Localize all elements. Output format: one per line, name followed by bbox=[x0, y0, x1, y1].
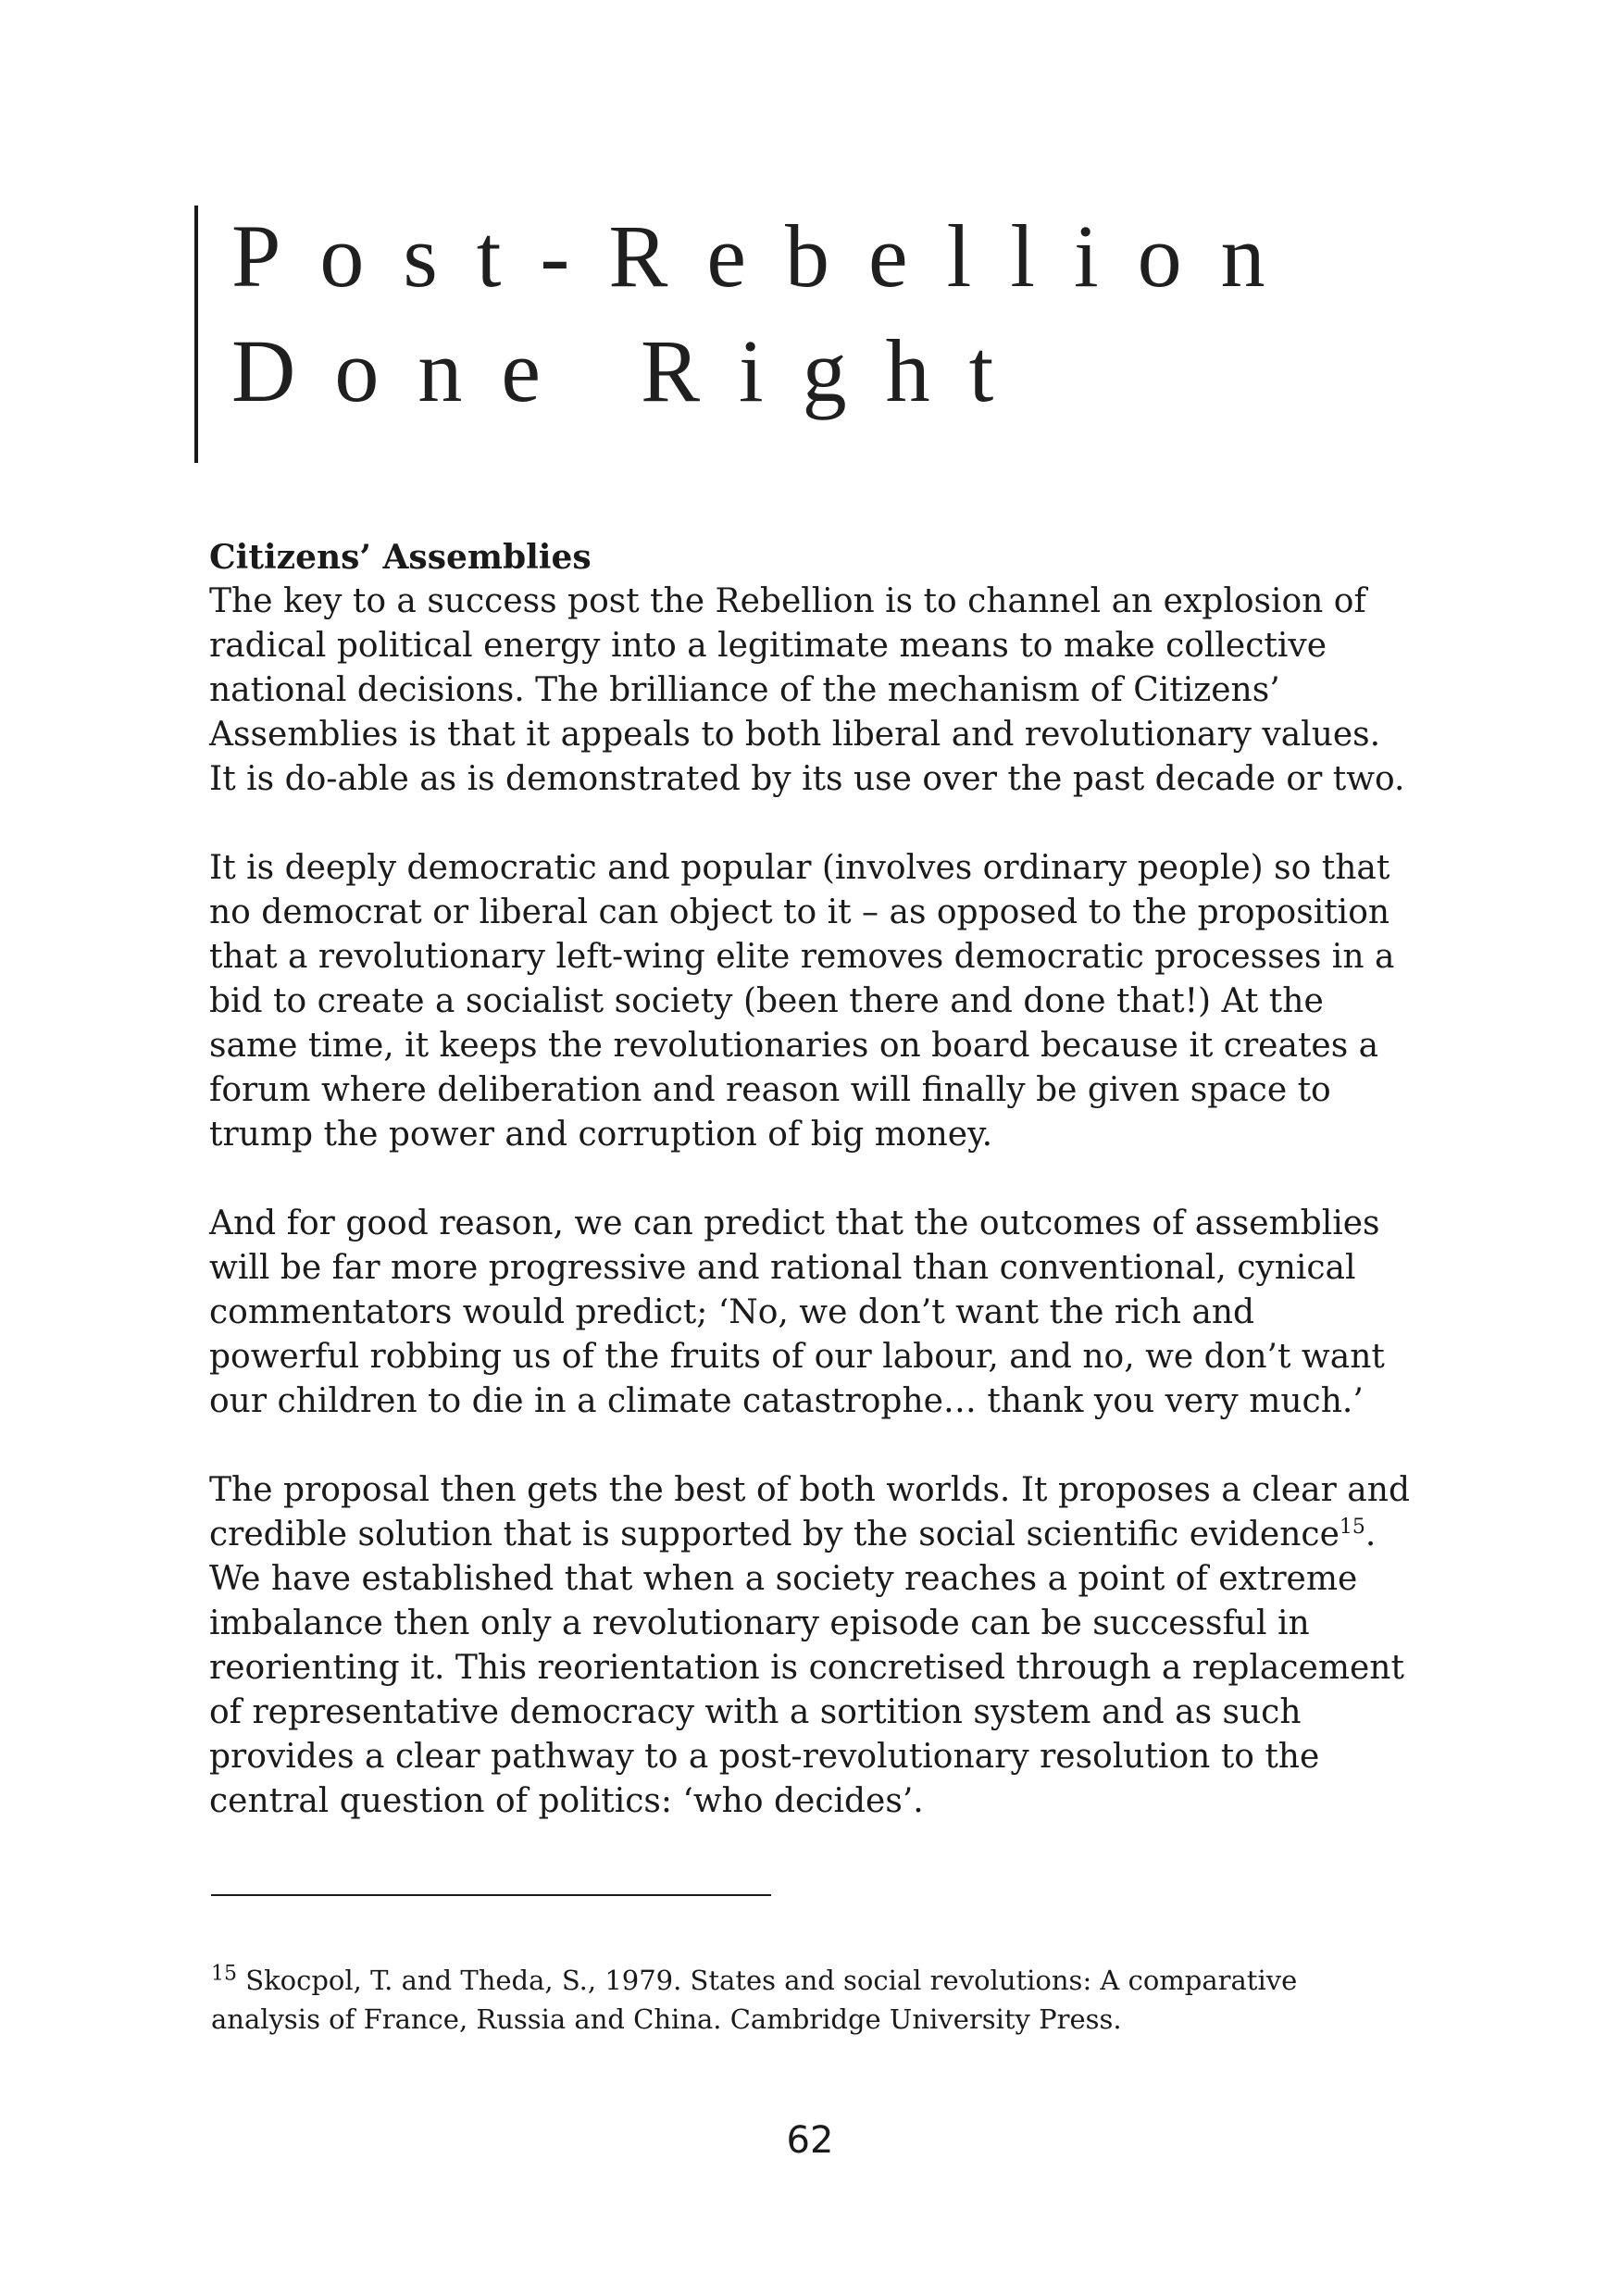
paragraph-line: The proposal then gets the best of both worlds. It proposes a clear and bbox=[209, 1471, 1410, 1509]
chapter-title-line-2: Done Right bbox=[231, 321, 1033, 420]
page-number: 62 bbox=[786, 2119, 834, 2162]
paragraph-line: Assemblies is that it appeals to both liberal and revolutionary values. bbox=[209, 716, 1381, 754]
body-text bbox=[209, 535, 1450, 1868]
footnote-line: analysis of France, Russia and China. Cambridge University Press. bbox=[211, 2003, 1122, 2035]
paragraph-line: trump the power and corruption of big money. bbox=[209, 1116, 993, 1154]
paragraph-line: commentators would predict; ‘No, we don’t want the rich and bbox=[209, 1293, 1255, 1331]
paragraph-line: national decisions. The brilliance of the mechanism of Citizens’ bbox=[209, 671, 1280, 709]
paragraph-line: radical political energy into a legitimate means to make collective bbox=[209, 627, 1327, 665]
paragraph-line: The key to a success post the Rebellion is to channel an explosion of bbox=[209, 582, 1366, 620]
footnote-text: Skocpol, T. and Theda, S., 1979. States and social revolutions: A comparative bbox=[237, 1965, 1298, 1996]
paragraph-1 bbox=[209, 580, 1450, 802]
paragraph-line: It is deeply democratic and popular (involves ordinary people) so that bbox=[209, 849, 1390, 887]
title-accent-bar bbox=[194, 206, 198, 463]
paragraph-line: same time, it keeps the revolutionaries on board because it creates a bbox=[209, 1027, 1379, 1065]
paragraph-line: will be far more progressive and rational than conventional, cynical bbox=[209, 1249, 1356, 1287]
footnote-divider bbox=[211, 1894, 771, 1896]
paragraph-line: We have established that when a society reaches a point of extreme bbox=[209, 1560, 1358, 1598]
paragraph-line: no democrat or liberal can object to it – as opposed to the proposition bbox=[209, 893, 1390, 931]
paragraph-line: our children to die in a climate catastrophe… thank you very much.’ bbox=[209, 1382, 1364, 1420]
section-heading: Citizens’ Assemblies bbox=[209, 538, 592, 577]
paragraph-4 bbox=[209, 1468, 1450, 1824]
footnote-number: 15 bbox=[211, 1962, 237, 1986]
paragraph-line: of representative democracy with a sortition system and as such bbox=[209, 1693, 1302, 1731]
paragraph-3 bbox=[209, 1202, 1450, 1424]
paragraph-line-text: credible solution that is supported by the social scientific evidence bbox=[209, 1516, 1340, 1554]
paragraph-line-end: . bbox=[1365, 1516, 1377, 1554]
paragraph-line: bid to create a socialist society (been there and done that!) At the bbox=[209, 982, 1324, 1020]
paragraph-line bbox=[209, 1513, 1450, 1557]
paragraph-line: powerful robbing us of the fruits of our labour, and no, we don’t want bbox=[209, 1338, 1385, 1376]
paragraph-line: that a revolutionary left-wing elite removes democratic processes in a bbox=[209, 938, 1395, 976]
paragraph-line: forum where deliberation and reason will finally be given space to bbox=[209, 1071, 1331, 1109]
paragraph-line: provides a clear pathway to a post-revolutionary resolution to the bbox=[209, 1738, 1320, 1776]
chapter-title-line-1: Post-Rebellion bbox=[231, 206, 1304, 306]
paragraph-line: imbalance then only a revolutionary episode can be successful in bbox=[209, 1604, 1310, 1642]
paragraph-line: reorienting it. This reorientation is concretised through a replacement bbox=[209, 1649, 1404, 1687]
footnote-reference[interactable]: 15 bbox=[1339, 1516, 1365, 1539]
footnote bbox=[211, 1961, 1414, 2039]
paragraph-line: central question of politics: ‘who decides’. bbox=[209, 1782, 924, 1820]
paragraph-2 bbox=[209, 846, 1450, 1157]
footnote-line bbox=[211, 1961, 1414, 2000]
paragraph-line: And for good reason, we can predict that the outcomes of assemblies bbox=[209, 1204, 1380, 1242]
paragraph-line: It is do-able as is demonstrated by its use over the past decade or two. bbox=[209, 760, 1405, 798]
chapter-title bbox=[231, 199, 1304, 429]
